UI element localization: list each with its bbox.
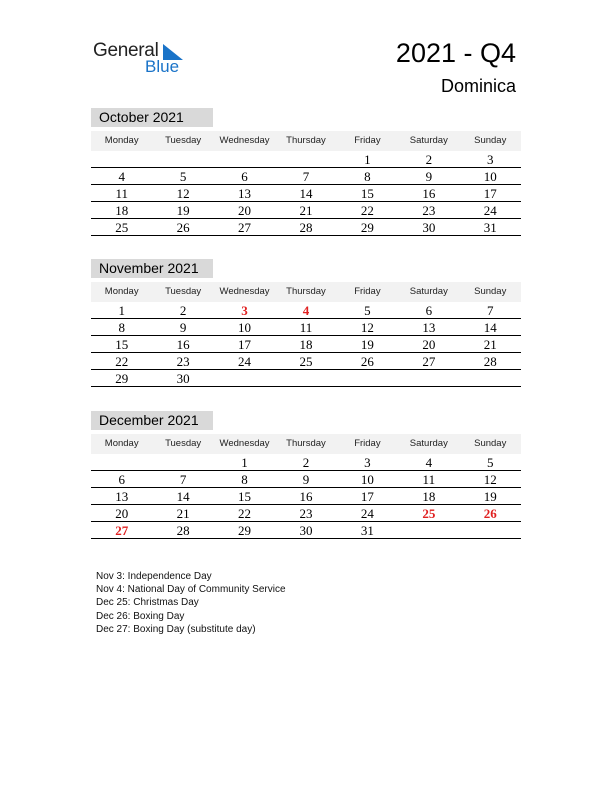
day-cell [398,522,459,538]
weekday-label: Wednesday [219,286,270,297]
day-cell: 3 [241,303,248,318]
day-cell: 2 [425,152,433,167]
logo-blue-text: Blue [145,57,180,76]
weekday-label: Tuesday [165,438,202,449]
day-cell: 1 [118,303,125,318]
day-cell: 10 [238,320,252,335]
day-cell: 23 [422,203,436,218]
day-cell [460,370,521,386]
day-cell: 13 [422,320,436,335]
day-cell: 28 [299,220,313,235]
day-cell: 11 [115,186,128,201]
day-cell: 21 [299,203,313,218]
weekday-label: Wednesday [219,135,270,146]
day-cell: 17 [238,337,252,352]
month-title: October 2021 [91,108,213,127]
day-cell: 13 [115,489,129,504]
holiday-note: Nov 3: Independence Day [96,571,212,582]
day-cell: 24 [238,354,252,369]
day-cell: 17 [483,186,497,201]
day-cell: 25 [299,354,313,369]
week-row [91,505,521,522]
day-cell: 1 [241,455,248,470]
day-cell: 18 [115,203,129,218]
day-cell: 19 [360,337,374,352]
day-cell: 24 [360,506,374,521]
day-cell: 9 [425,169,433,184]
day-cell: 15 [238,489,252,504]
day-cell: 19 [483,489,497,504]
day-cell [214,151,275,167]
day-cell: 21 [176,506,190,521]
weekday-label: Friday [354,438,381,449]
day-cell: 22 [238,506,252,521]
weekday-label: Friday [354,286,381,297]
day-cell: 3 [364,455,371,470]
week-row [91,202,521,219]
week-row [91,336,521,353]
weekday-label: Sunday [474,438,507,449]
holiday-note: Nov 4: National Day of Community Service [96,584,286,596]
day-cell: 24 [483,203,497,218]
day-cell: 21 [483,337,497,352]
day-cell: 15 [360,186,374,201]
day-cell: 8 [364,169,371,184]
day-cell: 26 [176,220,190,235]
weekday-label: Thursday [286,135,326,146]
day-cell: 9 [179,320,187,335]
month-block [91,259,521,387]
weekday-header-row [91,131,521,151]
day-cell: 17 [360,489,374,504]
day-cell: 9 [302,472,310,487]
day-cell: 4 [118,169,125,184]
weekday-label: Tuesday [165,135,202,146]
day-cell: 8 [241,472,248,487]
day-cell: 1 [364,152,371,167]
week-row [91,168,521,185]
day-cell: 6 [425,303,433,318]
holiday-note: Dec 25: Christmas Day [96,597,199,609]
month-title: November 2021 [91,259,213,278]
day-cell: 8 [118,320,125,335]
day-cell: 11 [299,320,313,335]
day-cell: 6 [241,169,248,184]
day-cell: 12 [360,320,374,335]
month-block [91,108,521,236]
day-cell: 26 [360,354,374,369]
day-cell [214,370,275,386]
day-cell: 5 [179,169,187,184]
day-cell: 16 [422,186,436,201]
day-cell: 27 [422,354,436,369]
weekday-header-row [91,434,521,454]
weekday-label: Monday [104,135,139,146]
holiday-note: Dec 26: Boxing Day [96,610,185,622]
week-row [91,353,521,370]
day-cell: 30 [422,220,436,235]
weekday-label: Wednesday [219,438,270,449]
holiday-notes [96,570,286,636]
day-cell: 30 [299,523,313,538]
weekday-label: Sunday [474,135,507,146]
day-cell: 29 [360,220,374,235]
day-cell: 25 [422,506,436,521]
day-cell: 25 [115,220,129,235]
weekday-label: Monday [104,286,139,297]
week-row [91,151,521,168]
day-cell: 27 [115,523,129,538]
day-cell: 31 [483,220,497,235]
week-row [91,454,521,471]
day-cell: 29 [115,371,129,386]
day-cell: 4 [425,455,433,470]
day-cell: 7 [302,169,310,184]
country-name: Dominica [440,76,516,96]
day-cell: 4 [302,303,310,318]
day-cell [91,454,152,470]
weekday-label: Tuesday [165,286,202,297]
day-cell: 20 [238,203,252,218]
day-cell: 27 [238,220,252,235]
day-cell: 5 [364,303,371,318]
day-cell: 2 [302,455,310,470]
day-cell: 18 [422,489,436,504]
holiday-note: Dec 27: Boxing Day (substitute day) [96,623,256,635]
day-cell: 29 [238,523,252,538]
day-cell [152,151,213,167]
day-cell: 31 [360,523,374,538]
day-cell: 3 [486,152,494,167]
week-row [91,185,521,202]
generalblue-logo [93,40,193,80]
day-cell: 15 [115,337,129,352]
day-cell: 6 [118,472,125,487]
day-cell: 16 [176,337,190,352]
day-cell: 5 [486,455,494,470]
day-cell [152,454,213,470]
month-block [91,411,521,539]
month-title: December 2021 [91,411,213,430]
week-row [91,522,521,539]
day-cell: 20 [422,337,436,352]
day-cell: 10 [360,472,374,487]
day-cell: 28 [483,354,497,369]
weekday-label: Saturday [409,135,448,146]
day-cell [275,151,336,167]
week-row [91,488,521,505]
day-cell: 14 [299,186,313,201]
day-cell: 20 [115,506,129,521]
day-cell: 10 [483,169,497,184]
day-cell: 22 [115,354,129,369]
week-row [91,302,521,319]
day-cell: 14 [176,489,190,504]
day-cell: 2 [179,303,187,318]
week-row [91,471,521,488]
logo-general-text: General [93,40,159,61]
day-cell: 23 [176,354,190,369]
day-cell: 16 [299,489,313,504]
day-cell [275,370,336,386]
day-cell: 12 [483,472,497,487]
day-cell [91,151,152,167]
day-cell [460,522,521,538]
day-cell: 14 [483,320,497,335]
day-cell: 28 [176,523,190,538]
weekday-label: Saturday [409,286,448,297]
weekday-label: Monday [104,438,139,449]
day-cell: 13 [238,186,252,201]
day-cell: 11 [422,472,436,487]
weekday-label: Thursday [286,438,326,449]
day-cell: 26 [483,506,497,521]
day-cell: 19 [176,203,190,218]
day-cell: 18 [299,337,313,352]
weekday-label: Thursday [286,286,326,297]
weekday-label: Sunday [474,286,507,297]
weekday-label: Saturday [409,438,448,449]
day-cell: 12 [176,186,190,201]
page-title: 2021 - Q4 [395,38,516,68]
day-cell: 7 [179,472,187,487]
weekday-header-row [91,282,521,302]
week-row [91,370,521,387]
weekday-label: Friday [354,135,381,146]
day-cell: 23 [299,506,313,521]
day-cell: 30 [176,371,190,386]
week-row [91,319,521,336]
day-cell [398,370,459,386]
week-row [91,219,521,236]
day-cell: 7 [486,303,494,318]
day-cell [337,370,398,386]
day-cell: 22 [360,203,374,218]
